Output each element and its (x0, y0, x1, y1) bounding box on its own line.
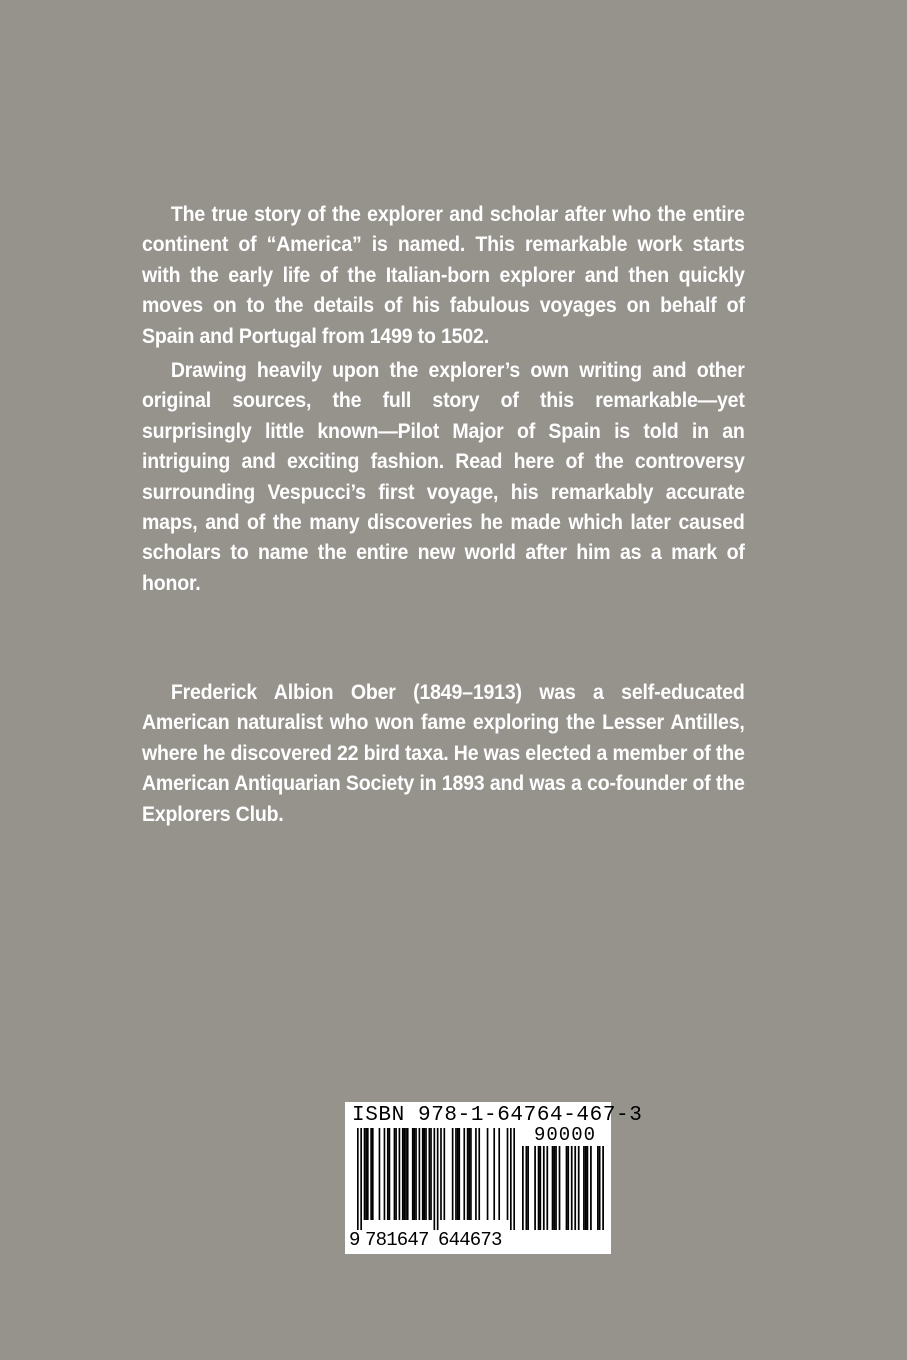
addon-bar (539, 1146, 541, 1230)
isbn-label: ISBN 978-1-64764-467-3 (352, 1104, 643, 1127)
barcode-bar (430, 1128, 432, 1220)
addon-bar (546, 1146, 548, 1230)
addon-bar (599, 1146, 601, 1230)
barcode-bar (425, 1128, 427, 1220)
addon-bar (583, 1146, 585, 1230)
ean13-bars (357, 1128, 515, 1230)
addon-bar (602, 1146, 604, 1230)
barcode-bar (389, 1128, 391, 1220)
ean-first-digit: 9 (349, 1229, 360, 1251)
barcode-bar (510, 1128, 512, 1230)
addon-bar (552, 1146, 554, 1230)
book-description (142, 200, 745, 599)
barcode-bar (379, 1128, 381, 1220)
barcode-bar (470, 1128, 472, 1220)
barcode-bar (437, 1128, 439, 1230)
barcode-bar (407, 1128, 409, 1220)
barcode-bar (475, 1128, 477, 1220)
barcode-bar (404, 1128, 406, 1220)
barcode-bar (399, 1128, 401, 1220)
author-bio (142, 678, 745, 830)
addon-bars (522, 1146, 604, 1230)
barcode-bar (394, 1128, 396, 1220)
barcode-bar (467, 1128, 469, 1220)
addon-bar (566, 1146, 568, 1230)
barcode-bar (387, 1128, 389, 1220)
barcode-bar (415, 1128, 417, 1220)
addon-bar (585, 1146, 587, 1230)
addon-bar (571, 1146, 573, 1230)
barcode-bar (443, 1128, 445, 1220)
isbn-barcode (345, 1102, 643, 1254)
barcode-bar (513, 1128, 515, 1230)
barcode-bar (429, 1128, 431, 1220)
barcode-bar (424, 1128, 426, 1220)
barcode-bar (384, 1128, 386, 1220)
barcode-bar (367, 1128, 369, 1220)
description-paragraph-2: Drawing heavily upon the explorer’s own writing and other original sources, the full story of this remarkable—yet surprisingly little known—Pilot Major of Spain is told in an intriguing and exciting fashion. Read here of the controversy surrounding Vespucci’s first voyage, his remarkably accurate maps, and of the many discoveries he made which later caused scholars to name the entire new world after him as a mark of honor. (142, 359, 745, 595)
addon-bar (525, 1146, 527, 1230)
barcode-bar (412, 1128, 414, 1220)
addon-bar (587, 1146, 589, 1230)
description-paragraph-1: The true story of the explorer and scholar after who the entire continent of “America” is named. This remarkable work starts with the early life of the Italian-born explorer and then quickly moves on to the details of his fabulous voyages on behalf of Spain and Portugal from 1499 to 1502. (142, 203, 745, 348)
barcode-bar (370, 1128, 372, 1220)
addon-bar (597, 1146, 599, 1230)
addon-bar (522, 1146, 524, 1230)
barcode-bar (419, 1128, 421, 1220)
barcode-bar (414, 1128, 416, 1220)
addon-bar (534, 1146, 536, 1230)
author-bio-text: Frederick Albion Ober (1849–1913) was a self-educated American naturalist who won fame exploring the Lesser Antilles, where he discovered 22 bird taxa. He was elected a member of the American Antiquarian Society in 1893 and was a co-founder of the Explorers Club. (142, 681, 745, 826)
addon-bar (590, 1146, 592, 1230)
barcode-bar (452, 1128, 454, 1220)
addon-bar (538, 1146, 540, 1230)
price-code: 90000 (534, 1124, 597, 1146)
barcode-bar (493, 1128, 495, 1220)
barcode-bar (458, 1128, 460, 1220)
barcode-bar (463, 1128, 465, 1220)
barcode-bar (434, 1128, 436, 1230)
barcode-bar (364, 1128, 366, 1220)
addon-bar (543, 1146, 545, 1230)
barcode-bar (478, 1128, 480, 1220)
barcode-bar (395, 1128, 397, 1220)
barcode-bar (402, 1128, 404, 1220)
barcode-bar (422, 1128, 424, 1220)
barcode-bar (365, 1128, 367, 1220)
barcode-bar (507, 1128, 509, 1220)
ean-right-digits: 644673 (438, 1229, 502, 1251)
addon-bar (553, 1146, 555, 1230)
addon-bar (578, 1146, 580, 1230)
barcode-bar (440, 1128, 442, 1220)
barcode-bar (360, 1128, 362, 1230)
addon-bar (567, 1146, 569, 1230)
barcode-bar (487, 1128, 489, 1220)
addon-bar (555, 1146, 557, 1230)
barcode-bar (455, 1128, 457, 1220)
barcode-bar (457, 1128, 459, 1220)
barcode-bar (498, 1128, 500, 1220)
addon-bar (574, 1146, 576, 1230)
barcode-bar (372, 1128, 374, 1220)
addon-bar (527, 1146, 529, 1230)
addon-bar (559, 1146, 561, 1230)
ean-left-digits: 781647 (365, 1229, 429, 1251)
barcode-bar (468, 1128, 470, 1220)
barcode-bar (357, 1128, 359, 1230)
barcode-bar (405, 1128, 407, 1220)
